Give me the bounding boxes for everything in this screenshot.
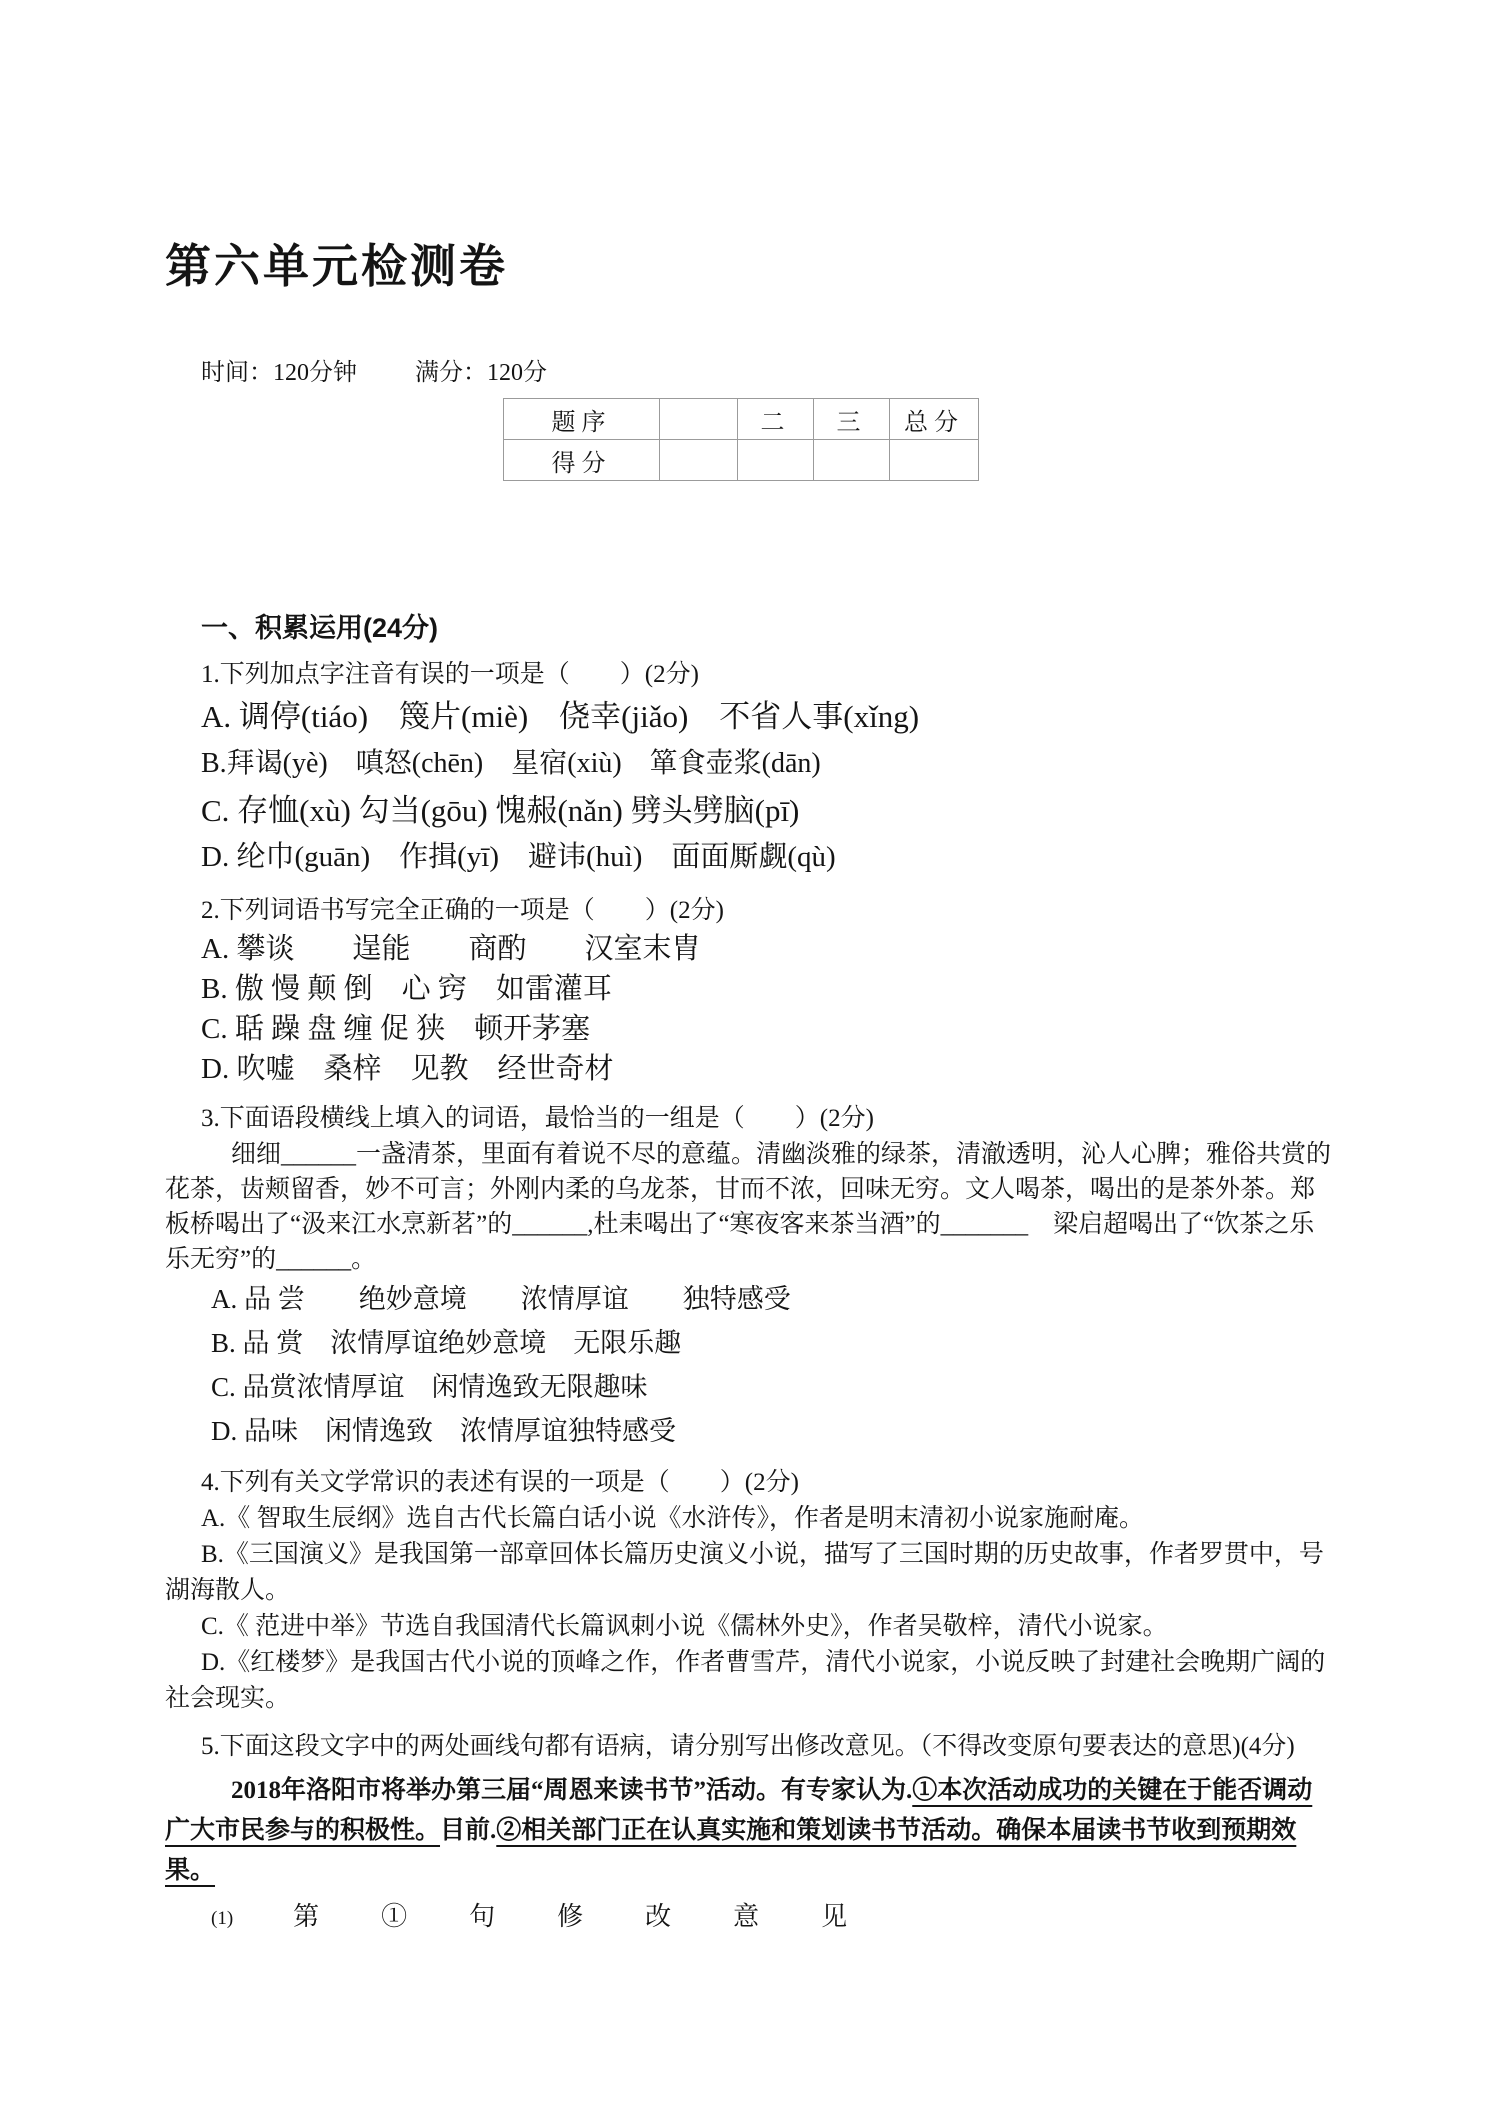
question-3-stem: 3.下面语段横线上填入的词语，最恰当的一组是（ ）(2分)	[201, 1105, 874, 1132]
time-label: 时间：120分钟	[201, 360, 357, 386]
full-score-label: 满分：120分	[415, 360, 547, 386]
question-3-option-d: D. 品味 闲情逸致 浓情厚谊独特感受	[211, 1416, 676, 1446]
page-title: 第六单元检测卷	[165, 241, 508, 292]
score-table-cell-part2: 二	[738, 399, 814, 440]
score-table-cell-total: 总分	[890, 399, 979, 440]
score-table-header-row	[504, 399, 979, 440]
question-3-passage: 细细______一盏清茶，里面有着说不尽的意蕴。清幽淡雅的绿茶，清澈透明，沁人心脾；雅俗共赏的花茶，齿颊留香，妙不可言；外刚内柔的乌龙茶，甘而不浓，回味无穷。文人喝茶，喝出的是茶外茶。郑板桥喝出了“汲来江水烹新茗”的______,杜耒喝出了“寒夜客来茶当酒”的_______ 梁启超喝出了“饮茶之乐乐无穷”的______。	[165, 1141, 1332, 1273]
score-table	[503, 398, 979, 481]
section-1-heading: 一、积累运用(24分)	[201, 613, 439, 643]
score-table-cell-score2	[738, 440, 814, 481]
question-5-passage	[165, 1771, 1333, 1891]
question-4-option-a: A.《 智取生辰纲》选自古代长篇白话小说《水浒传》，作者是明末清初小说家施耐庵。	[201, 1505, 1145, 1532]
question-2-option-b: B. 傲 慢 颠 倒 心 窍 如雷灌耳	[201, 973, 612, 1005]
question-2-option-c: C. 聒 躁 盘 缠 促 狭 顿开茅塞	[201, 1013, 591, 1045]
answer-caption-number: (1)	[211, 1908, 234, 1929]
score-table-cell-score-label: 得分	[504, 440, 660, 481]
score-table-score-row	[504, 440, 979, 481]
answer-caption-text: 第①句修改意见	[293, 1902, 910, 1931]
question-3-option-c: C. 品赏浓情厚谊 闲情逸致无限趣味	[211, 1372, 648, 1402]
question-1-option-b: B.拜谒(yè) 嗔怒(chēn) 星宿(xiù) 箪食壶浆(dān)	[201, 748, 821, 779]
question-2-stem: 2.下列词语书写完全正确的一项是（ ）(2分)	[201, 897, 724, 924]
question-2-option-a: A. 攀谈 逞能 商酌 汉室末胄	[201, 933, 701, 965]
question-4-option-b: B.《三国演义》是我国第一部章回体长篇历史演义小说，描写了三国时期的历史故事，作者罗贯中，号湖海散人。	[165, 1541, 1324, 1604]
q5-passage-intro: 2018年洛阳市将举办第三届“周恩来读书节”活动。有专家认为.	[231, 1777, 913, 1804]
paper-meta	[201, 358, 1333, 388]
question-3-option-a: A. 品 尝 绝妙意境 浓情厚谊 独特感受	[211, 1284, 791, 1314]
question-1-option-d: D. 纶巾(guān) 作揖(yī) 避讳(huì) 面面厮觑(qù)	[201, 841, 836, 873]
question-1-option-a: A. 调停(tiáo) 篾片(miè) 侥幸(jiǎo) 不省人事(xǐng)	[201, 699, 920, 734]
score-table-cell-score3	[814, 440, 890, 481]
question-1-option-c: C. 存恤(xù) 勾当(gōu) 愧赧(nǎn) 劈头劈脑(pī)	[201, 793, 800, 828]
q5-passage-middle: 目前.	[440, 1817, 497, 1844]
score-table-cell-part1	[660, 399, 738, 440]
score-table-cell-part3: 三	[814, 399, 890, 440]
question-3-option-b: B. 品 赏 浓情厚谊绝妙意境 无限乐趣	[211, 1328, 682, 1358]
score-table-cell-score1	[660, 440, 738, 481]
score-table-cell-question-order: 题序	[504, 399, 660, 440]
question-5-stem: 5.下面这段文字中的两处画线句都有语病，请分别写出修改意见。（不得改变原句要表达的意思)(4分)	[201, 1733, 1295, 1760]
question-5-answer-caption	[211, 1897, 1333, 1939]
question-1-stem: 1.下列加点字注音有误的一项是（ ）(2分)	[201, 661, 699, 688]
q5-underlined-sentence-2: ②相关部门正在认真实施和策划读书节活动。确保本届读书节收到预期效果。	[165, 1817, 1297, 1884]
q5-underlined-sentence-1: ①本次活动成功的关键在于能否调动广大市民参与的积极性。	[165, 1777, 1313, 1844]
question-4-stem: 4.下列有关文学常识的表述有误的一项是（ ）(2分)	[201, 1469, 799, 1496]
question-4-option-d: D.《红楼梦》是我国古代小说的顶峰之作，作者曹雪芹，清代小说家，小说反映了封建社会晚期广阔的社会现实。	[165, 1649, 1326, 1712]
question-2-option-d: D. 吹嘘 桑梓 见教 经世奇材	[201, 1053, 614, 1085]
question-4-option-c: C.《 范进中举》节选自我国清代长篇讽刺小说《儒林外史》，作者吴敬梓，清代小说家。	[201, 1613, 1168, 1640]
score-table-cell-score-total	[890, 440, 979, 481]
